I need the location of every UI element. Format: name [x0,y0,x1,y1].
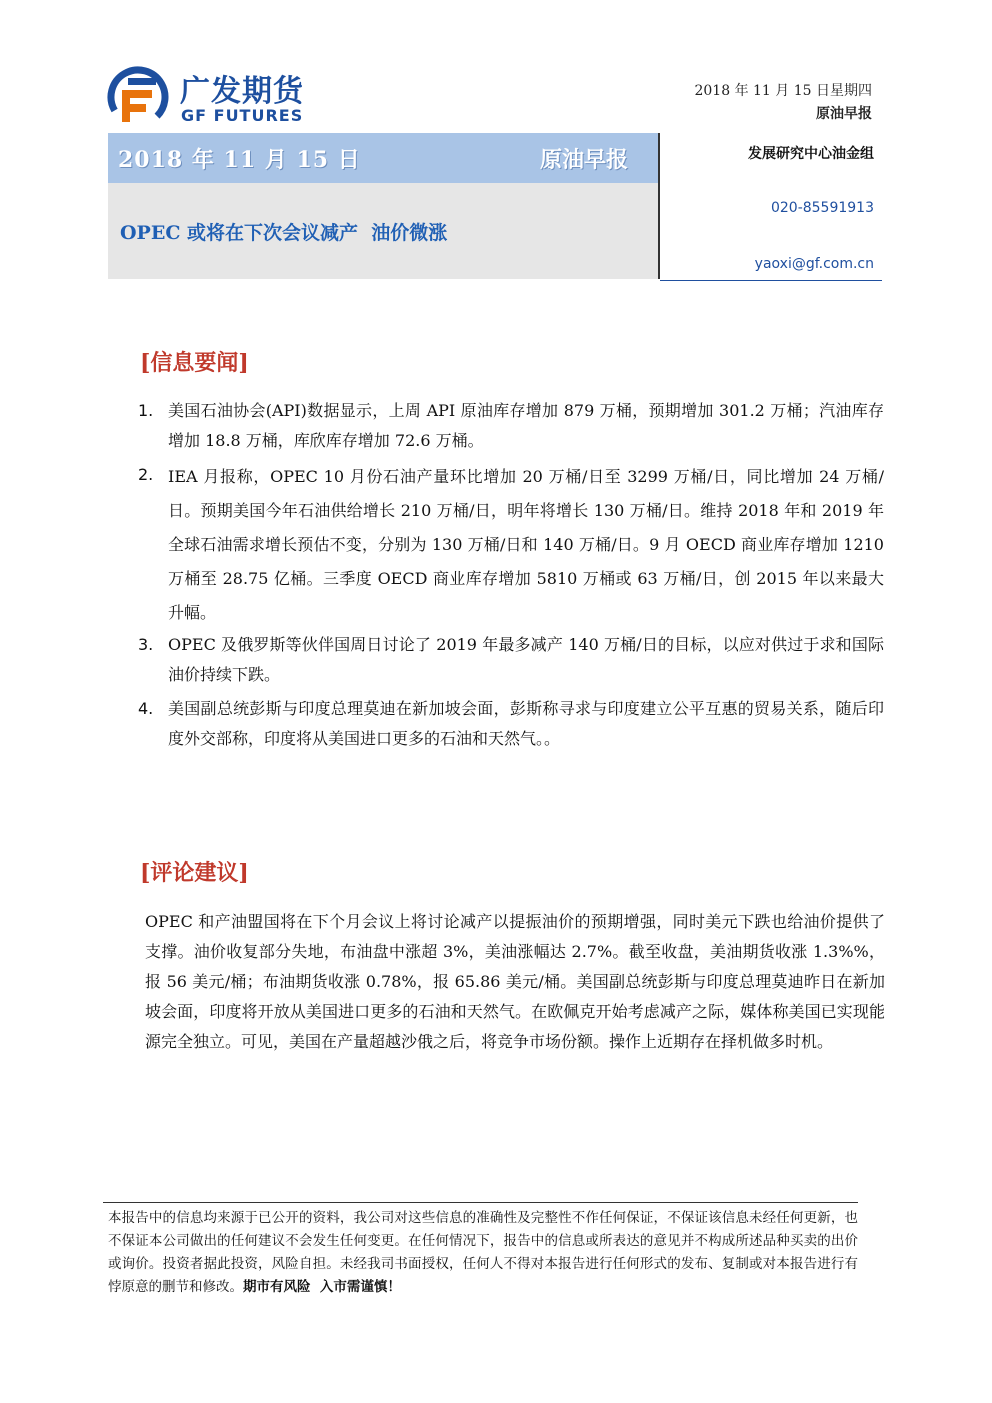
disclaimer-text: 本报告中的信息均来源于已公开的资料，我公司对这些信息的准确性及完整性不作任何保证，不保证该信息未经任何更新，也不保证本公司做出的任何建议不会发生任何变更。在任何情况下，报告中的信息或所表达的意见并不构成所述品种买卖的出价或询价。投资者据此投资，风险自担。未经我司书面授权，任何人不得对本报告进行任何形式的发布、复制或对本报告进行有悖原意的删节和修改。 [108,1210,858,1295]
headline: OPEC 或将在下次会议减产 油价微涨 [120,222,448,244]
disclaimer-divider [103,1202,858,1203]
header-divider [658,133,660,279]
contact-underline [660,280,882,281]
risk-warning: 期市有风险 入市需谨慎！ [243,1279,401,1295]
list-item-text: 美国副总统彭斯与印度总理莫迪在新加坡会面，彭斯称寻求与印度建立公平互惠的贸易关系，随后印度外交部称，印度将从美国进口更多的石油和天然气。。 [168,699,884,748]
report-date: 2018 年 11 月 15 日星期四 [694,83,872,99]
list-item-number: 1. [138,401,154,420]
banner-date: 2018 年 11 月 15 日 [118,147,361,173]
brand-name-cn: 广发期货 [180,74,304,109]
list-item-text: 美国石油协会(API)数据显示，上周 API 原油库存增加 879 万桶，预期增加 301.2 万桶；汽油库存增加 18.8 万桶，库欣库存增加 72.6 万桶。 [168,401,884,450]
banner-report-type: 原油早报 [540,147,629,173]
list-item-text: OPEC 及俄罗斯等伙伴国周日讨论了 2019 年最多减产 140 万桶/日的目标，以应对供过于求和国际油价持续下跌。 [168,635,884,684]
list-item [138,630,884,690]
list-item-number: 4. [138,699,154,718]
list-item [138,694,884,754]
list-item-text: IEA 月报称，OPEC 10 月份石油产量环比增加 20 万桶/日至 3299 万桶/日，同比增加 24 万桶/日。预期美国今年石油供给增长 210 万桶/日，明年将增长 130 万桶/日。维持 2018 年和 2019 年全球石油需求增长预估不变，分别为 130 万桶/日和 140 万桶/日。9 月 OECD 商业库存增加 1210 万桶至 28.75 亿桶。三季度 OECD 商业库存增加 5810 万桶或 63 万桶/日，创 2015 年以来最大升幅。 [168,467,884,622]
list-item-number: 2. [138,465,154,484]
email-link[interactable]: yaoxi@gf.com.cn [754,256,874,272]
commentary-section-title: [评论建议] [140,860,249,886]
brand-name-en: GF FUTURES [181,106,304,125]
news-section-title: [信息要闻] [140,350,249,376]
department: 发展研究中心油金组 [748,146,874,162]
news-list [138,396,884,754]
phone: 020-85591913 [770,200,874,216]
list-item [138,396,884,456]
report-type: 原油早报 [816,106,872,122]
list-item-number: 3. [138,635,154,654]
list-item [138,460,884,630]
commentary-text: OPEC 和产油盟国将在下个月会议上将讨论减产以提振油价的预期增强，同时美元下跌也给油价提供了支撑。油价收复部分失地，布油盘中涨超 3%，美油涨幅达 2.7%。截至收盘，美油期货收涨 1.3%%，报 56 美元/桶；布油期货收涨 0.78%，报 65.86 美元/桶。美国副总统彭斯与印度总理莫迪昨日在新加坡会面，印度将开放从美国进口更多的石油和天然气。在欧佩克开始考虑减产之际，媒体称美国已实现能源完全独立。可见，美国在产量超越沙俄之后，将竞争市场份额。操作上近期存在择机做多时机。 [145,912,885,1051]
disclaimer [108,1207,858,1299]
